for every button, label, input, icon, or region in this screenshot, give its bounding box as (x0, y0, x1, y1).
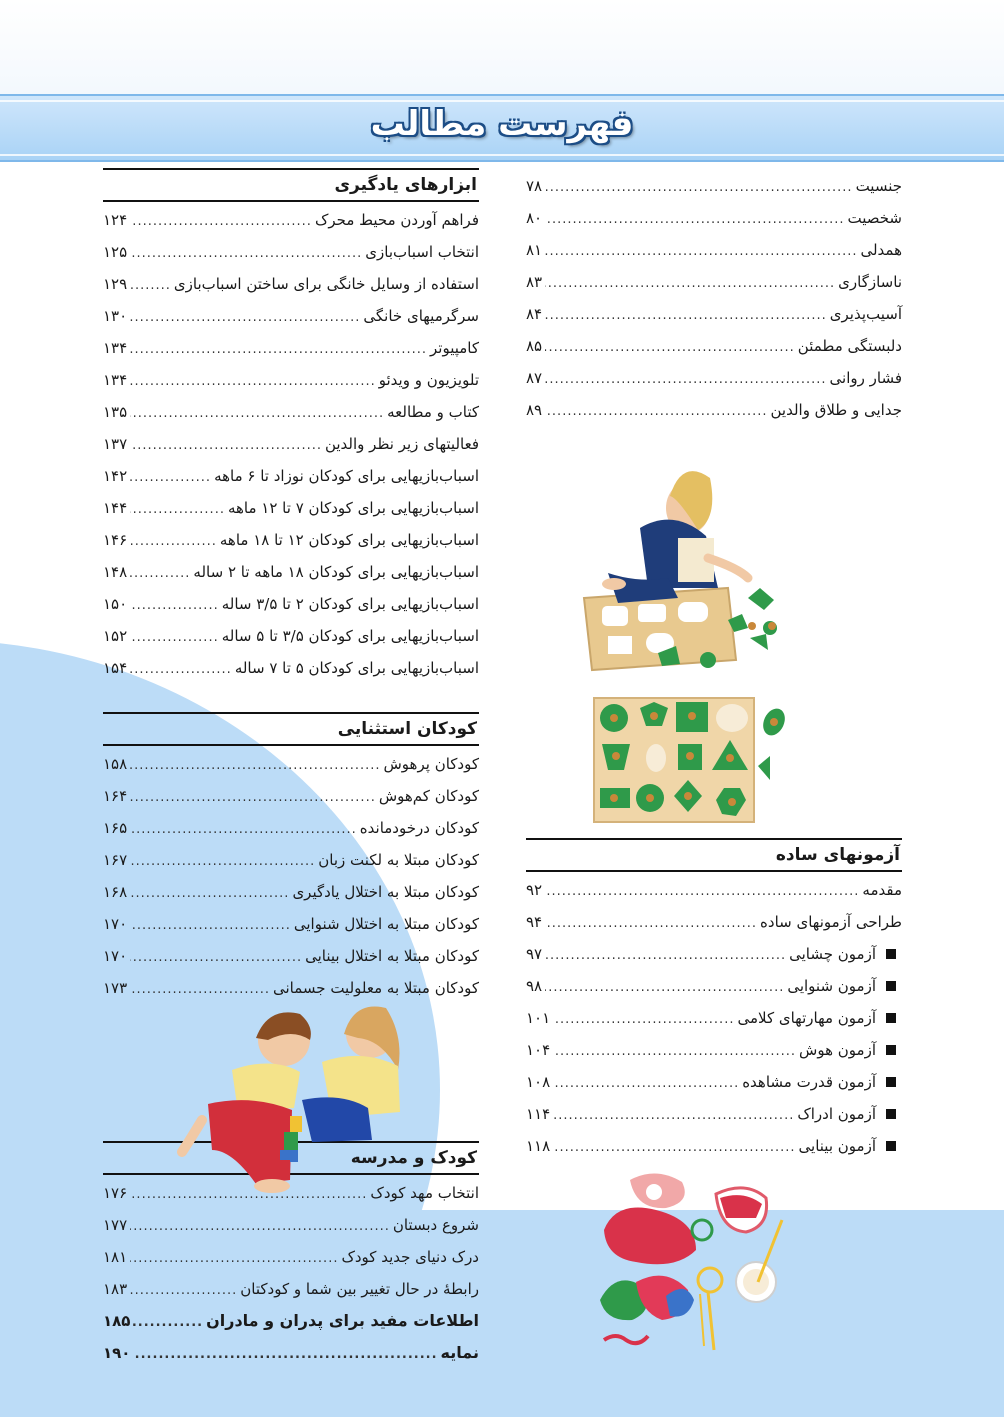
dot-leader (130, 334, 427, 366)
toc-entry-page-number: ۱۷۰ (103, 915, 128, 933)
shape-board-illustration (590, 696, 790, 826)
toc-entry-page-number: ۹۴ (526, 913, 543, 931)
toc-entry (526, 874, 902, 906)
toc-entry (103, 620, 479, 652)
toc-entry (526, 298, 902, 330)
toc-entry (526, 202, 902, 234)
toc-entry-page-number: ۱۳۰ (103, 307, 128, 325)
toc-entry-page-number: ۸۳ (526, 273, 543, 291)
dot-leader (130, 654, 232, 686)
toc-entry-title: فراهم آوردن محیط محرک (314, 211, 479, 229)
toc-entry-title: کودکان پرهوش (383, 755, 479, 773)
toc-entry-page-number: ۱۳۷ (103, 435, 128, 453)
dot-leader (130, 558, 190, 590)
toc-entry-title: استفاده از وسایل خانگی برای ساختن اسباب‌بازی (173, 275, 479, 293)
toc-entry-page-number: ۱۰۴ (526, 1041, 551, 1059)
toc-entry (103, 940, 479, 972)
dot-leader (130, 846, 315, 878)
toc-entry-page-number: ۸۱ (526, 241, 543, 259)
bullet-square-icon (886, 1109, 896, 1119)
test-entry (526, 1066, 902, 1098)
toc-entry (103, 908, 479, 940)
toc-entry-title: آزمون چشایی (789, 945, 876, 963)
exceptional-items (103, 748, 479, 1004)
toc-entry-page-number: ۱۴۴ (103, 499, 128, 517)
toc-entry-page-number: ۱۰۸ (526, 1073, 551, 1091)
school-bold-items (103, 1305, 479, 1369)
dot-leader (545, 876, 859, 908)
toc-entry (103, 428, 479, 460)
toc-entry-page-number: ۱۷۰ (103, 947, 128, 965)
toc-entry-page-number: ۱۸۵ (103, 1312, 131, 1330)
test-entry (526, 970, 902, 1002)
toc-entry-page-number: ۹۸ (526, 977, 543, 995)
toc-entry-title: آزمون مهارتهای کلامی (737, 1009, 876, 1027)
dot-leader (130, 1243, 338, 1275)
toc-entry-title: جنسیت (855, 177, 902, 195)
section-heading: کودکان استثنایی (103, 712, 479, 746)
tools-items (103, 204, 479, 684)
toc-entry (103, 1209, 479, 1241)
toc-entry (103, 1241, 479, 1273)
tests-bullets (526, 938, 902, 1162)
toc-entry-title: اسباب‌بازیهایی برای کودکان ۵ تا ۷ ساله (234, 659, 479, 677)
toc-entry-page-number: ۱۴۶ (103, 531, 128, 549)
toc-entry (103, 652, 479, 684)
toc-entry-title: کامپیوتر (430, 339, 479, 357)
toc-entry-page-number: ۸۰ (526, 209, 543, 227)
toc-entry (103, 492, 479, 524)
toc-entry-title: آسیب‌پذیری (829, 305, 902, 323)
toc-entry-page-number: ۱۳۴ (103, 371, 128, 389)
toc-entry (103, 780, 479, 812)
toc-entry (103, 364, 479, 396)
toc-entry-page-number: ۱۸۳ (103, 1280, 128, 1298)
right-column-top-list (526, 170, 902, 426)
toc-entry-title: مقدمه (862, 881, 902, 899)
toc-entry-title: کودکان درخودمانده (359, 819, 479, 837)
dot-leader (130, 526, 217, 558)
dot-leader (553, 1068, 739, 1100)
toc-entry-page-number: ۱۵۰ (103, 595, 128, 613)
section-heading: کودک و مدرسه (103, 1141, 479, 1175)
bullet-square-icon (886, 981, 896, 991)
page-top-background (0, 0, 1004, 95)
toc-entry (103, 236, 479, 268)
toc-entry-page-number: ۱۰۱ (526, 1009, 551, 1027)
dot-leader (545, 236, 857, 268)
dot-leader (133, 1339, 437, 1371)
bullet-square-icon (886, 1077, 896, 1087)
page-title: فهرست مطالب (370, 104, 634, 144)
toc-entry (103, 876, 479, 908)
dot-leader (545, 204, 844, 236)
toc-entry-page-number: ۸۴ (526, 305, 543, 323)
toc-entry-title: شخصیت (847, 209, 902, 227)
toc-entry (526, 234, 902, 266)
dot-leader (130, 366, 376, 398)
toc-entry-page-number: ۱۳۵ (103, 403, 128, 421)
toc-entry-title: دلبستگی مطمئن (797, 337, 902, 355)
dot-leader (130, 942, 302, 974)
test-entry (526, 1098, 902, 1130)
test-entry (526, 1002, 902, 1034)
toc-entry (526, 362, 902, 394)
toc-entry (103, 332, 479, 364)
toc-entry-title: ناسازگاری (838, 273, 902, 291)
toc-entry-title: تلویزیون و ویدئو (378, 371, 479, 389)
toc-entry (103, 524, 479, 556)
toc-entry-title: انتخاب مهد کودک (370, 1184, 479, 1202)
dot-leader (130, 782, 376, 814)
toc-entry-title: آزمون بینایی (798, 1137, 876, 1155)
toc-entry-bold (103, 1305, 479, 1337)
dot-leader (545, 940, 786, 972)
test-entry (526, 938, 902, 970)
tests-section (526, 838, 902, 1162)
section-heading: ابزارهای یادگیری (103, 168, 479, 202)
toc-entry-title: فشار روانی (829, 369, 902, 387)
dot-leader (553, 1132, 795, 1164)
tools-section (103, 168, 479, 684)
toc-entry-page-number: ۱۴۸ (103, 563, 128, 581)
toc-entry-title: فعالیتهای زیر نظر والدین (324, 435, 479, 453)
toc-entry-page-number: ۹۲ (526, 881, 543, 899)
toc-entry-title: کودکان مبتلا به لکنت زبان (318, 851, 479, 869)
dot-leader (545, 364, 826, 396)
toc-entry (103, 844, 479, 876)
toc-entry-bold (103, 1337, 479, 1369)
toc-entry (103, 556, 479, 588)
toc-entry-title: آزمون ادراک (797, 1105, 876, 1123)
toc-entry-page-number: ۱۷۳ (103, 979, 128, 997)
test-entry (526, 1034, 902, 1066)
toc-entry-page-number: ۸۹ (526, 401, 543, 419)
toc-entry-page-number: ۱۶۷ (103, 851, 128, 869)
toc-entry (103, 460, 479, 492)
toc-entry-title: اطلاعات مفید برای پدران و مادران (206, 1311, 479, 1330)
toc-entry-page-number: ۱۲۴ (103, 211, 128, 229)
section-heading: آزمونهای ساده (526, 838, 902, 872)
dot-leader (130, 878, 289, 910)
toc-entry-page-number: ۱۵۸ (103, 755, 128, 773)
toc-entry (103, 588, 479, 620)
bullet-square-icon (886, 1045, 896, 1055)
toc-entry-title: اسباب‌بازیهایی برای کودکان ۱۲ تا ۱۸ ماهه (219, 531, 479, 549)
toc-entry-page-number: ۱۵۲ (103, 627, 128, 645)
bullet-square-icon (886, 1013, 896, 1023)
school-items (103, 1177, 479, 1305)
child-puzzle-illustration (578, 438, 788, 678)
toc-entry (526, 394, 902, 426)
toc-entry (103, 396, 479, 428)
dot-leader (553, 1036, 796, 1068)
toc-entry-page-number: ۱۸۱ (103, 1248, 128, 1266)
toc-entry (526, 906, 902, 938)
toc-entry-title: اسباب‌بازیهایی برای کودکان ۲ تا ۳/۵ ساله (221, 595, 479, 613)
dot-leader (545, 332, 795, 364)
dot-leader (545, 268, 835, 300)
toc-entry-title: کودکان مبتلا به معلولیت جسمانی (272, 979, 479, 997)
dot-leader (553, 1100, 794, 1132)
toc-entry-page-number: ۱۷۶ (103, 1184, 128, 1202)
toc-entry-page-number: ۱۶۵ (103, 819, 128, 837)
dot-leader (545, 908, 757, 940)
toc-entry-title: جدایی و طلاق والدین (770, 401, 902, 419)
toc-entry-page-number: ۱۶۸ (103, 883, 128, 901)
toc-entry-title: کودکان مبتلا به اختلال شنوایی (293, 915, 479, 933)
dot-leader (130, 462, 211, 494)
exceptional-section (103, 712, 479, 1004)
dot-leader (130, 910, 291, 942)
toc-entry-page-number: ۱۴۲ (103, 467, 128, 485)
dot-leader (130, 1275, 237, 1307)
toc-entry-title: کودکان مبتلا به اختلال بینایی (305, 947, 479, 965)
toc-entry-page-number: ۱۵۴ (103, 659, 128, 677)
dot-leader (130, 750, 380, 782)
toc-entry-title: درک دنیای جدید کودک (341, 1248, 479, 1266)
title-banner (0, 94, 1004, 162)
toc-entry-title: همدلی (860, 241, 902, 259)
toc-entry-title: اسباب‌بازیهایی برای کودکان نوزاد تا ۶ ماهه (214, 467, 479, 485)
toc-entry-title: طراحی آزمونهای ساده (760, 913, 902, 931)
toc-entry-title: کودکان مبتلا به اختلال یادگیری (292, 883, 479, 901)
toc-entry-page-number: ۱۹۰ (103, 1344, 131, 1362)
toc-entry (526, 170, 902, 202)
dot-leader (545, 300, 827, 332)
dot-leader (545, 396, 767, 428)
dot-leader (130, 590, 219, 622)
toc-entry-title: رابطهٔ در حال تغییر بین شما و کودکتان (240, 1280, 479, 1298)
toc-entry-page-number: ۱۶۴ (103, 787, 128, 805)
toc-entry (103, 812, 479, 844)
test-entry (526, 1130, 902, 1162)
dot-leader (130, 206, 312, 238)
toc-entry-page-number: ۱۲۹ (103, 275, 128, 293)
playdough-illustration (596, 1170, 796, 1355)
toc-entry (103, 1273, 479, 1305)
dot-leader (545, 972, 784, 1004)
dot-leader (130, 398, 384, 430)
dot-leader (545, 172, 852, 204)
dot-leader (130, 302, 360, 334)
toc-entry-title: اسباب‌بازیهایی برای کودکان ۷ تا ۱۲ ماهه (227, 499, 479, 517)
toc-entry-title: اسباب‌بازیهایی برای کودکان ۳/۵ تا ۵ ساله (221, 627, 479, 645)
toc-entry (526, 330, 902, 362)
toc-entry-title: نمایه (440, 1343, 479, 1362)
toc-entry (103, 748, 479, 780)
dot-leader (130, 430, 322, 462)
toc-entry-title: کودکان کم‌هوش (378, 787, 479, 805)
bullet-square-icon (886, 1141, 896, 1151)
toc-entry-page-number: ۹۷ (526, 945, 543, 963)
dot-leader (130, 1211, 390, 1243)
dot-leader (130, 238, 362, 270)
toc-entry-title: سرگرمیهای خانگی (363, 307, 479, 325)
children-playing-illustration (172, 1000, 412, 1195)
toc-entry-title: آزمون هوش (799, 1041, 876, 1059)
dot-leader (130, 622, 219, 654)
tests-items (526, 874, 902, 938)
dot-leader (133, 1307, 203, 1339)
dot-leader (553, 1004, 734, 1036)
toc-entry-title: اسباب‌بازیهایی برای کودکان ۱۸ ماهه تا ۲ ساله (193, 563, 479, 581)
toc-entry-page-number: ۱۲۵ (103, 243, 128, 261)
toc-entry (103, 204, 479, 236)
bullet-square-icon (886, 949, 896, 959)
toc-entry-page-number: ۱۳۴ (103, 339, 128, 357)
dot-leader (130, 270, 171, 302)
toc-entry-page-number: ۸۵ (526, 337, 543, 355)
toc-entry-page-number: ۱۷۷ (103, 1216, 128, 1234)
toc-entry-title: کتاب و مطالعه (387, 403, 479, 421)
dot-leader (130, 494, 225, 526)
toc-entry-page-number: ۷۸ (526, 177, 543, 195)
toc-entry (526, 266, 902, 298)
toc-entry-title: شروع دبستان (392, 1216, 479, 1234)
toc-entry-page-number: ۱۱۴ (526, 1105, 551, 1123)
toc-entry (103, 268, 479, 300)
toc-entry (103, 300, 479, 332)
dot-leader (130, 814, 357, 846)
toc-entry-page-number: ۱۱۸ (526, 1137, 551, 1155)
toc-entry-page-number: ۸۷ (526, 369, 543, 387)
toc-entry-title: آزمون قدرت مشاهده (742, 1073, 876, 1091)
toc-entry-title: انتخاب اسباب‌بازی (365, 243, 479, 261)
toc-entry-title: آزمون شنوایی (787, 977, 876, 995)
